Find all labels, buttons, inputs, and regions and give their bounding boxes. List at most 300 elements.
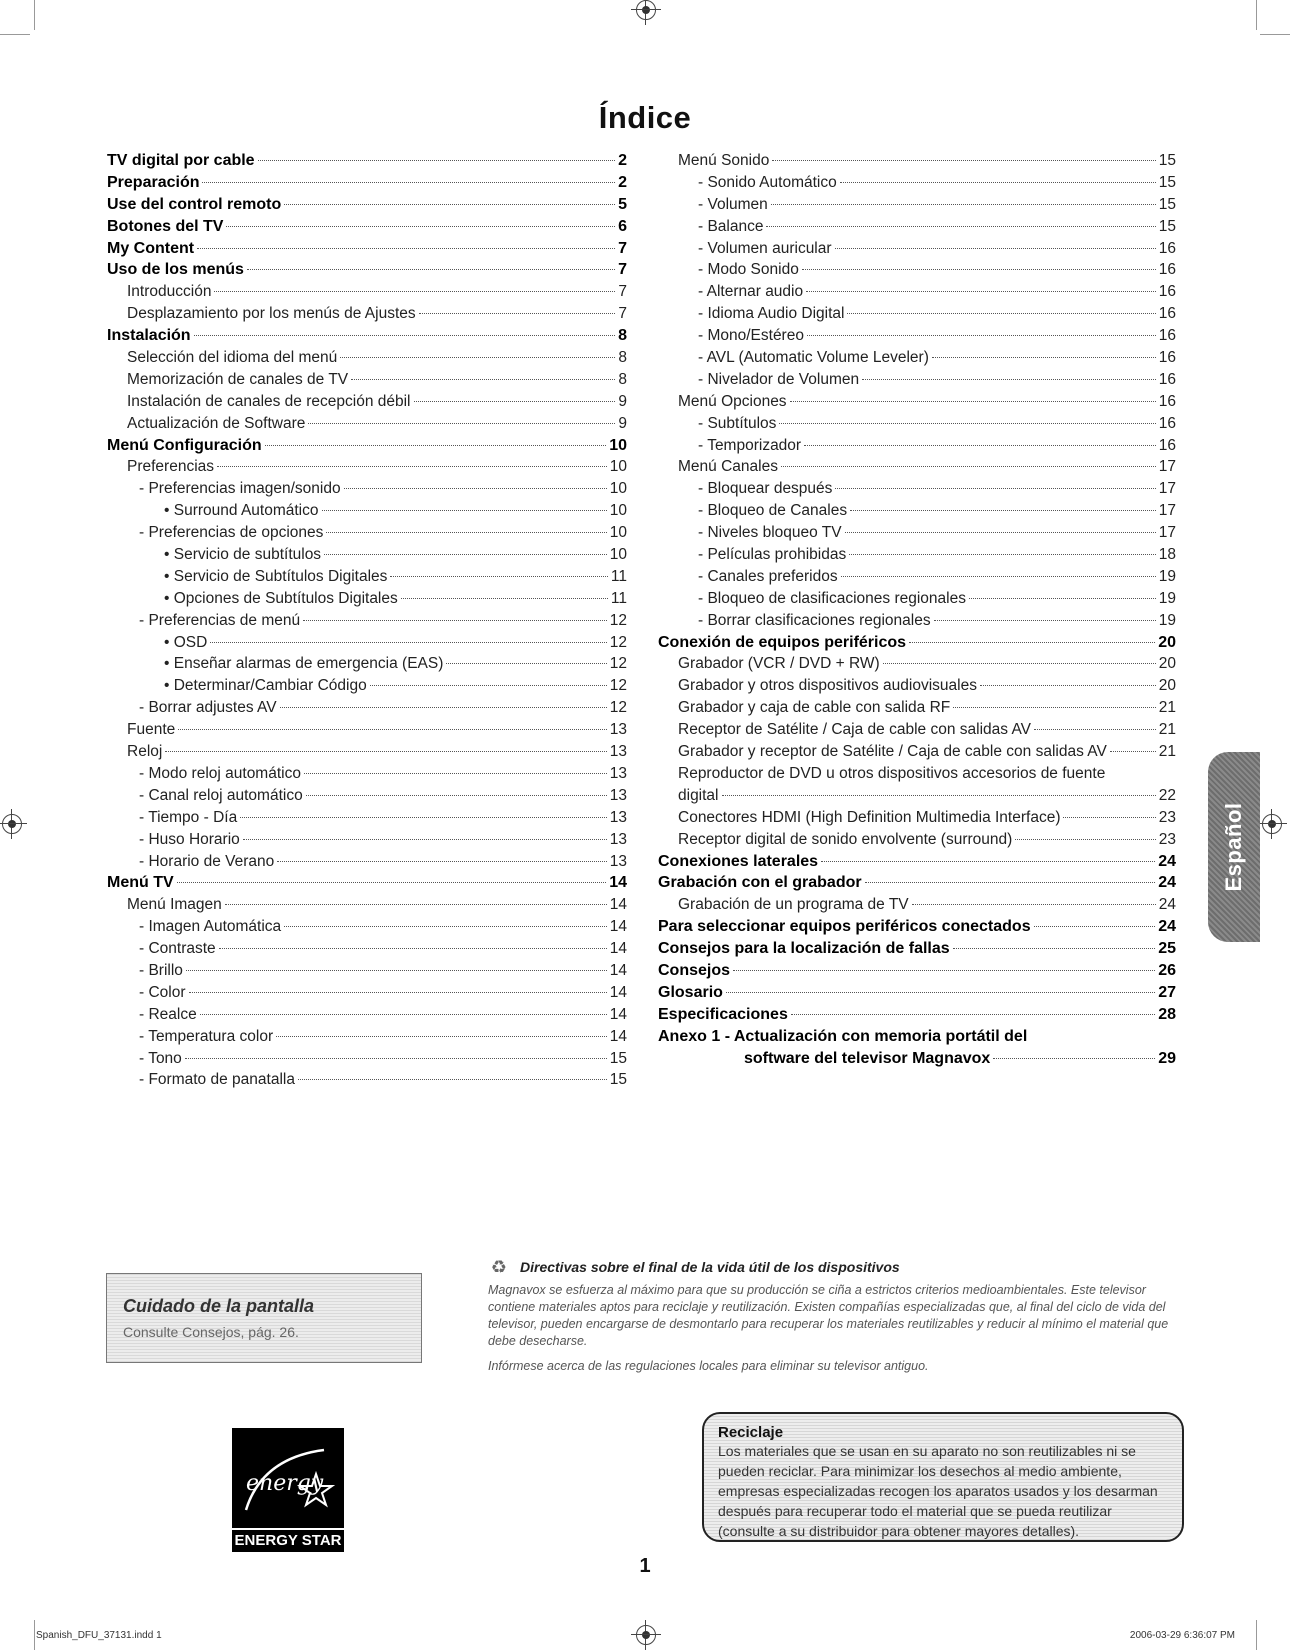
toc-leader-dots [326,531,606,533]
toc-entry [658,152,1176,174]
registration-mark-icon [636,0,656,20]
toc-entry [658,831,1176,853]
toc-leader-dots [344,487,607,489]
toc-entry [107,283,627,305]
toc-entry [107,984,627,1006]
toc-leader-dots [790,400,1156,402]
toc-entry-label: - Alternar audio [698,283,804,301]
toc-entry-page: 20 [1158,655,1176,673]
toc-leader-dots [419,312,616,314]
toc-entry [658,218,1176,240]
toc-entry [107,327,627,349]
toc-entry-label: TV digital por cable [107,152,255,169]
toc-entry-label: Consejos [658,961,731,979]
toc-leader-dots [304,772,607,774]
toc-entry [658,458,1176,480]
toc-entry-label: - Horario de Verano [139,852,275,870]
toc-entry [107,218,627,240]
toc-entry-page: 14 [609,983,627,1001]
toc-entry-page: 12 [609,699,627,717]
toc-leader-dots [806,290,1156,292]
toc-entry-page: 20 [1158,633,1176,651]
directives-body: Magnavox se esfuerza al máximo para que su producción se ciña a estrictos criterios medioambientales. Este televisor contiene materiales aptos para reciclaje y reutilización. Existen compañías especializadas que, al final del ciclo de vida del televisor, pueden encargarse de desmontarlo para recuperar los materiales reutilizables y reducir al mínimo el material que debe desecharse. [488,1283,1169,1348]
toc-entry-label: - Balance [698,217,764,235]
recycling-box [702,1412,1184,1542]
toc-entry-label: Conexiones laterales [658,852,819,870]
screen-care-subtitle: Consulte Consejos, pág. 26. [123,1324,299,1340]
toc-entry-label: - Imagen Automática [139,918,282,936]
screen-care-box [106,1273,422,1363]
toc-entry [107,1050,627,1072]
toc-entry-label: - Volumen [698,195,768,213]
toc-leader-dots [303,619,607,621]
toc-entry-label: Menú Sonido [678,152,770,169]
toc-entry-label: - Temporizador [698,436,802,454]
toc-entry [107,809,627,831]
toc-entry-label: Introducción [127,283,212,301]
toc-entry-label: - Películas prohibidas [698,546,847,564]
toc-entry-label: Instalación [107,327,191,345]
toc-leader-dots [771,203,1156,205]
toc-entry-page: 9 [618,414,627,432]
toc-entry-page: 16 [1158,436,1176,454]
toc-entry [107,480,627,502]
toc-leader-dots [401,597,608,599]
toc-entry [658,721,1176,743]
energy-star-label: ENERGY STAR [232,1528,344,1552]
toc-entry-label: - Contraste [139,940,216,958]
toc-entry-page: 6 [618,217,627,235]
toc-right-column [658,152,1176,1071]
toc-entry-label: Preferencias [127,458,215,476]
toc-entry-page: 15 [1158,195,1176,213]
directives-heading-text: Directivas sobre el final de la vida útil de los dispositivos [520,1259,900,1275]
toc-entry-page: 12 [609,633,627,651]
footer-file: Spanish_DFU_37131.indd 1 [36,1630,162,1641]
toc-entry-page: 22 [1158,786,1176,804]
toc-entry-label: - Brillo [139,961,183,979]
toc-entry [107,502,627,524]
crop-mark [1256,0,1257,30]
toc-entry-page: 11 [610,589,627,607]
toc-entry [107,918,627,940]
toc-entry-label: • Servicio de subtítulos [164,546,322,564]
toc-entry-page: 17 [1158,458,1176,476]
toc-entry-page: 16 [1158,239,1176,257]
toc-leader-dots [414,400,616,402]
recycling-body: Los materiales que se usan en su aparato no son reutilizables ni se pueden reciclar. Para minimizar los desechos al medio ambiente, empresas especializadas recogen los aparatos usados y los desarman después para recuperar todo el material que se pueda reutilizar (consulte a su distribuidor para obtener mayores detalles). [718,1443,1158,1539]
toc-entry-label: Menú Imagen [127,896,222,914]
toc-entry [107,831,627,853]
toc-entry-page: 12 [609,655,627,673]
toc-leader-dots [722,794,1156,796]
toc-entry-page: 28 [1158,1005,1176,1023]
toc-entry-label: digital [678,786,719,804]
toc-entry-page: 19 [1158,589,1176,607]
toc-entry-page: 19 [1158,567,1176,585]
toc-entry-page: 8 [618,349,627,367]
crop-mark [34,0,35,30]
toc-entry-page: 10 [609,546,627,564]
toc-entry [658,240,1176,262]
toc-entry-label: • Determinar/Cambiar Código [164,677,367,695]
toc-leader-dots [165,750,606,752]
toc-leader-dots [202,181,615,183]
toc-entry [107,261,627,283]
toc-entry [658,809,1176,831]
toc-entry-label: - Subtítulos [698,414,777,432]
toc-leader-dots [1110,750,1156,752]
toc-entry-label: - Volumen auricular [698,239,832,257]
toc-leader-dots [280,706,607,708]
toc-entry [107,1028,627,1050]
toc-entry-page: 16 [1158,392,1176,410]
toc-entry-page: 14 [609,940,627,958]
toc-entry-label: Consejos para la localización de fallas [658,940,950,958]
toc-leader-dots [340,356,615,358]
toc-entry-label: - Niveles bloqueo TV [698,524,842,542]
toc-entry-page: 23 [1158,808,1176,826]
toc-entry-label: Desplazamiento por los menús de Ajustes [127,305,416,323]
toc-entry [107,568,627,590]
toc-entry [658,437,1176,459]
toc-entry-page: 14 [609,896,627,914]
toc-entry-label: - Tiempo - Día [139,808,238,826]
toc-entry-page: 24 [1158,918,1176,936]
toc-entry-label: - Temperatura color [139,1027,274,1045]
crop-mark [1256,1620,1257,1650]
toc-entry-label: Selección del idioma del menú [127,349,338,367]
toc-entry [658,1050,1176,1072]
toc-entry-label: Receptor digital de sonido envolvente (surround) [678,830,1013,848]
toc-entry-label: Grabador y caja de cable con salida RF [678,699,951,717]
toc-entry-page: 15 [609,1049,627,1067]
toc-entry-page: 8 [618,370,627,388]
toc-leader-dots [862,378,1156,380]
toc-entry-label: Grabador y otros dispositivos audiovisuales [678,677,977,695]
directives-note: Infórmese acerca de las regulaciones locales para eliminar su televisor antiguo. [488,1359,929,1373]
toc-leader-dots [932,356,1156,358]
directives-heading [488,1256,1188,1278]
toc-entry-label: Use del control remoto [107,195,282,213]
toc-entry-label: Anexo 1 - Actualización con memoria portátil del [658,1027,1028,1045]
screen-care-title: Cuidado de la pantalla [123,1296,315,1316]
toc-entry-page: 10 [609,524,627,542]
toc-entry-label: Reloj [127,743,163,761]
toc-entry [658,568,1176,590]
page-title: Índice [598,100,692,135]
toc-entry-label: • Opciones de Subtítulos Digitales [164,589,398,607]
toc-entry-label: • OSD [164,633,208,651]
toc-entry-page: 16 [1158,327,1176,345]
toc-entry-label: Menú TV [107,874,174,892]
toc-entry-label: Menú Canales [678,458,778,476]
toc-entry [107,152,627,174]
toc-entry-label: - Tono [139,1049,182,1067]
toc-entry-label: Memorización de canales de TV [127,370,349,388]
toc-entry-label: Glosario [658,983,723,1001]
toc-entry-label: Preparación [107,173,200,191]
toc-leader-dots [835,247,1156,249]
toc-entry-label: software del televisor Magnavox [744,1049,991,1067]
toc-entry-page: 5 [618,195,627,213]
toc-entry-label: • Enseñar alarmas de emergencia (EAS) [164,655,444,673]
toc-leader-dots [185,1057,607,1059]
toc-leader-dots [781,465,1156,467]
toc-entry-label: - Mono/Estéreo [698,327,804,345]
toc-entry [658,853,1176,875]
toc-entry-page: 14 [609,918,627,936]
toc-entry-label: - Canal reloj automático [139,786,303,804]
toc-entry [658,480,1176,502]
toc-leader-dots [841,575,1156,577]
toc-entry [107,349,627,371]
toc-entry-label: Grabador (VCR / DVD + RW) [678,655,880,673]
toc-entry-page: 7 [618,283,627,301]
toc-entry [658,327,1176,349]
toc-entry [658,612,1176,634]
toc-entry [107,962,627,984]
toc-entry [107,196,627,218]
energy-script: energy [246,1471,324,1496]
toc-entry-label: Grabación con el grabador [658,874,862,892]
toc-entry-label: Instalación de canales de recepción débil [127,392,411,410]
toc-leader-dots [766,225,1155,227]
toc-entry-label: - Huso Horario [139,830,240,848]
toc-leader-dots [351,378,615,380]
toc-leader-dots [214,290,615,292]
toc-leader-dots [845,531,1156,533]
toc-entry-page: 24 [1158,874,1176,892]
toc-entry-label: - Borrar adjustes AV [139,699,277,717]
toc-entry [107,634,627,656]
toc-leader-dots [840,181,1156,183]
toc-entry-page: 16 [1158,261,1176,279]
toc-leader-dots [953,706,1155,708]
toc-leader-dots [772,159,1155,161]
toc-entry [107,240,627,262]
toc-leader-dots [189,991,607,993]
toc-leader-dots [277,860,606,862]
toc-entry-page: 10 [609,480,627,498]
toc-entry-page: 13 [609,721,627,739]
toc-entry [658,918,1176,940]
toc-leader-dots [980,684,1156,686]
toc-leader-dots [226,225,615,227]
toc-entry-label: • Servicio de Subtítulos Digitales [164,567,388,585]
toc-entry [658,524,1176,546]
toc-entry-page: 16 [1158,370,1176,388]
toc-entry-page: 18 [1158,546,1176,564]
toc-leader-dots [177,881,607,883]
toc-entry [107,874,627,896]
toc-entry-label: - Realce [139,1005,197,1023]
toc-entry-label: - Sonido Automático [698,173,837,191]
toc-entry [658,743,1176,765]
toc-entry-page: 26 [1158,961,1176,979]
toc-entry-label: Fuente [127,721,176,739]
toc-entry-label: My Content [107,239,195,257]
toc-leader-dots [219,947,607,949]
toc-entry [658,1006,1176,1028]
toc-leader-dots [1015,838,1155,840]
toc-entry-page: 13 [609,830,627,848]
toc-entry-page: 16 [1158,283,1176,301]
toc-entry-label: - Formato de panatalla [139,1071,295,1089]
toc-entry-label: - Modo Sonido [698,261,799,279]
toc-leader-dots [186,969,607,971]
toc-leader-dots [835,487,1155,489]
toc-leader-dots [779,422,1155,424]
toc-leader-dots [446,662,606,664]
toc-leader-dots [969,597,1156,599]
toc-leader-dots [265,444,607,446]
toc-entry-page: 10 [609,436,627,454]
toc-entry-page: 9 [618,392,627,410]
toc-entry [107,1071,627,1093]
toc-entry [658,940,1176,962]
toc-entry-page: 12 [609,677,627,695]
toc-entry [107,415,627,437]
crop-mark [34,1620,35,1650]
toc-entry-label: Conectores HDMI (High Definition Multimedia Interface) [678,808,1061,826]
toc-entry-label: Actualización de Software [127,414,306,432]
toc-leader-dots [909,641,1155,643]
toc-entry-page: 16 [1158,414,1176,432]
toc-leader-dots [1063,816,1155,818]
toc-entry [658,261,1176,283]
toc-leader-dots [324,553,607,555]
toc-entry-page: 8 [618,327,627,345]
toc-entry-page: 14 [609,874,627,892]
toc-entry-label: - Idioma Audio Digital [698,305,845,323]
toc-entry [658,415,1176,437]
toc-entry [107,524,627,546]
toc-entry-page: 16 [1158,305,1176,323]
toc-entry-page: 10 [609,502,627,520]
toc-entry [658,174,1176,196]
toc-leader-dots [1034,925,1156,927]
toc-leader-dots [225,903,607,905]
toc-leader-dots [791,1013,1155,1015]
toc-leader-dots [733,969,1155,971]
toc-entry [107,940,627,962]
toc-entry-page: 21 [1158,743,1176,761]
toc-entry-label: Uso de los menús [107,261,244,279]
toc-leader-dots [865,881,1156,883]
toc-entry-label: Para seleccionar equipos periféricos conectados [658,918,1031,936]
toc-entry-label: - Preferencias de menú [139,611,301,629]
energy-star-logo [232,1428,344,1552]
toc-entry-label: - Bloqueo de Canales [698,502,848,520]
toc-entry-page: 21 [1158,699,1176,717]
toc-entry-label: - Bloquear después [698,480,833,498]
toc-leader-dots [847,312,1155,314]
toc-leader-dots [993,1057,1155,1059]
toc-entry-page: 10 [609,458,627,476]
toc-entry [107,371,627,393]
crop-mark [1260,34,1290,35]
toc-leader-dots [370,684,607,686]
toc-entry-label: - Nivelador de Volumen [698,370,860,388]
toc-entry [107,437,627,459]
toc-entry-label: Especificaciones [658,1005,788,1023]
directives-section [488,1256,1188,1375]
toc-entry [107,721,627,743]
toc-entry [107,590,627,612]
registration-mark-icon [2,814,22,834]
toc-entry-page: 19 [1158,611,1176,629]
toc-entry [658,655,1176,677]
toc-leader-dots [802,268,1156,270]
toc-entry-page: 2 [618,152,627,169]
toc-leader-dots [210,641,606,643]
toc-entry [107,853,627,875]
toc-entry [658,502,1176,524]
toc-entry-page: 15 [1158,152,1176,169]
toc-entry [658,874,1176,896]
toc-leader-dots [200,1013,607,1015]
toc-leader-dots [243,838,607,840]
toc-leader-dots [850,509,1156,511]
toc-entry-page: 27 [1158,983,1176,1001]
toc-leader-dots [217,465,607,467]
toc-leader-dots [849,553,1156,555]
toc-entry [658,349,1176,371]
toc-entry-label: Reproductor de DVD u otros dispositivos accesorios de fuente [678,764,1106,782]
toc-entry-page: 25 [1158,940,1176,958]
toc-entry-page: 23 [1158,830,1176,848]
toc-entry [107,896,627,918]
toc-entry-page: 14 [609,1027,627,1045]
toc-entry [107,765,627,787]
toc-leader-dots [284,925,607,927]
toc-entry [658,962,1176,984]
toc-leader-dots [804,444,1156,446]
toc-entry [658,590,1176,612]
toc-entry-page: 24 [1158,896,1176,914]
toc-entry-page: 15 [609,1071,627,1089]
toc-entry [107,1006,627,1028]
toc-entry-label: - Canales preferidos [698,567,838,585]
toc-entry-page: 17 [1158,524,1176,542]
toc-entry [107,677,627,699]
toc-entry-label: - AVL (Automatic Volume Leveler) [698,349,929,367]
toc-entry-label: Conexión de equipos periféricos [658,633,907,651]
recycle-icon: ♻ [490,1257,508,1277]
toc-entry-page: 15 [1158,173,1176,191]
toc-entry-label: - Preferencias de opciones [139,524,324,542]
toc-entry [107,743,627,765]
toc-entry-page: 7 [618,305,627,323]
toc-leader-dots [258,159,616,161]
registration-mark-icon [1262,814,1282,834]
toc-leader-dots [284,203,615,205]
toc-entry-page: 13 [609,743,627,761]
toc-leader-dots [912,903,1156,905]
language-tab-label: Español [1221,802,1246,892]
energy-star-icon [232,1428,344,1528]
toc-leader-dots [726,991,1155,993]
toc-leader-dots [807,334,1156,336]
toc-entry [107,305,627,327]
toc-entry-label: Botones del TV [107,217,224,235]
toc-entry [107,612,627,634]
toc-entry-label: Grabación de un programa de TV [678,896,909,914]
toc-entry-page: 13 [609,764,627,782]
toc-entry-label: - Bloqueo de clasificaciones regionales [698,589,966,607]
toc-entry [107,458,627,480]
